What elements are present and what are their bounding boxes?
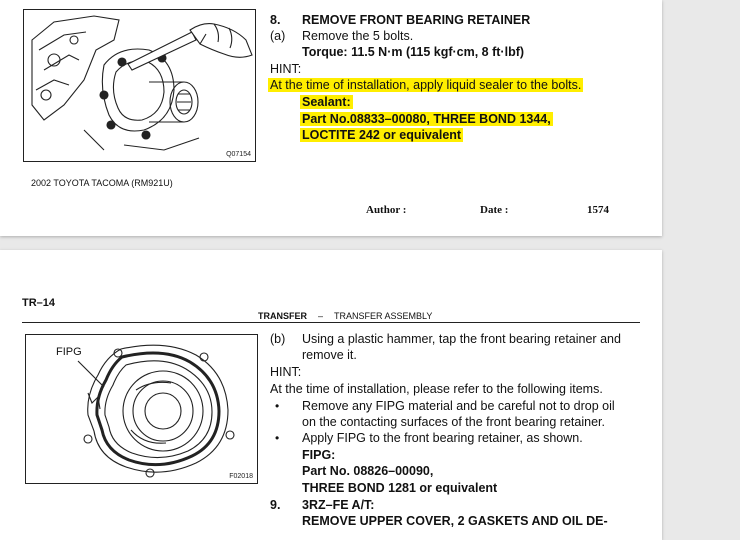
torque-spec: Torque: 11.5 N·m (115 kgf·cm, 8 ft·lbf) — [302, 45, 525, 59]
hint-text-highlighted: At the time of installation, apply liquid sealer to the bolts. — [270, 78, 582, 92]
fipg-part-number: Part No. 08826–00090, — [302, 464, 434, 478]
substep-a-text: Remove the 5 bolts. — [302, 29, 414, 43]
step9-text: REMOVE UPPER COVER, 2 GASKETS AND OIL DE- — [302, 514, 608, 528]
page-number: 1574 — [587, 204, 609, 216]
header-dash: – — [318, 311, 324, 321]
bullet-dot: • — [275, 399, 280, 413]
hint-text: At the time of installation, please refer to the following items. — [270, 382, 603, 396]
header-subsection: TRANSFER ASSEMBLY — [334, 311, 433, 321]
sealant-label: Sealant: — [302, 95, 351, 109]
bullet2-text: Apply FIPG to the front bearing retainer, as shown. — [302, 431, 583, 445]
step-number: 8. — [270, 13, 281, 27]
substep-b-line1: Using a plastic hammer, tap the front bearing retainer and — [302, 332, 621, 346]
substep-b-line2: remove it. — [302, 348, 357, 362]
bullet1-line1: Remove any FIPG material and be careful not to drop oil — [302, 399, 615, 413]
manual-page-1 — [0, 0, 662, 236]
manual-page-2 — [0, 250, 662, 540]
bullet1-line2: on the contacting surfaces of the front bearing retainer. — [302, 415, 605, 429]
date-label: Date : — [480, 204, 509, 216]
fipg-brand: THREE BOND 1281 or equivalent — [302, 481, 498, 495]
step9-number: 9. — [270, 498, 281, 512]
hint-label: HINT: — [270, 365, 302, 379]
figure-code: Q07154 — [226, 151, 251, 158]
step9-title: 3RZ–FE A/T: — [302, 498, 375, 512]
hint-label: HINT: — [270, 62, 302, 76]
step-title: REMOVE FRONT BEARING RETAINER — [302, 13, 531, 27]
bullet-dot: • — [275, 431, 280, 445]
sealant-part-line1: Part No.08833–00080, THREE BOND 1344, — [302, 112, 551, 126]
vehicle-model-footer: 2002 TOYOTA TACOMA (RM921U) — [31, 178, 173, 188]
transfer-case-illustration — [24, 10, 255, 161]
sealant-part-line2: LOCTITE 242 or equivalent — [302, 128, 462, 142]
fipg-spec-label: FIPG: — [302, 448, 336, 462]
bearing-retainer-bolts-figure — [23, 9, 256, 162]
substep-b-label: (b) — [270, 332, 286, 346]
figure-code: F02018 — [229, 473, 253, 480]
author-label: Author : — [366, 204, 407, 216]
fipg-callout-label: FIPG — [56, 346, 82, 358]
header-rule — [22, 322, 640, 323]
section-code: TR–14 — [22, 297, 56, 309]
fipg-application-figure — [25, 334, 258, 484]
header-section: TRANSFER — [258, 311, 307, 321]
substep-a-label: (a) — [270, 29, 286, 43]
